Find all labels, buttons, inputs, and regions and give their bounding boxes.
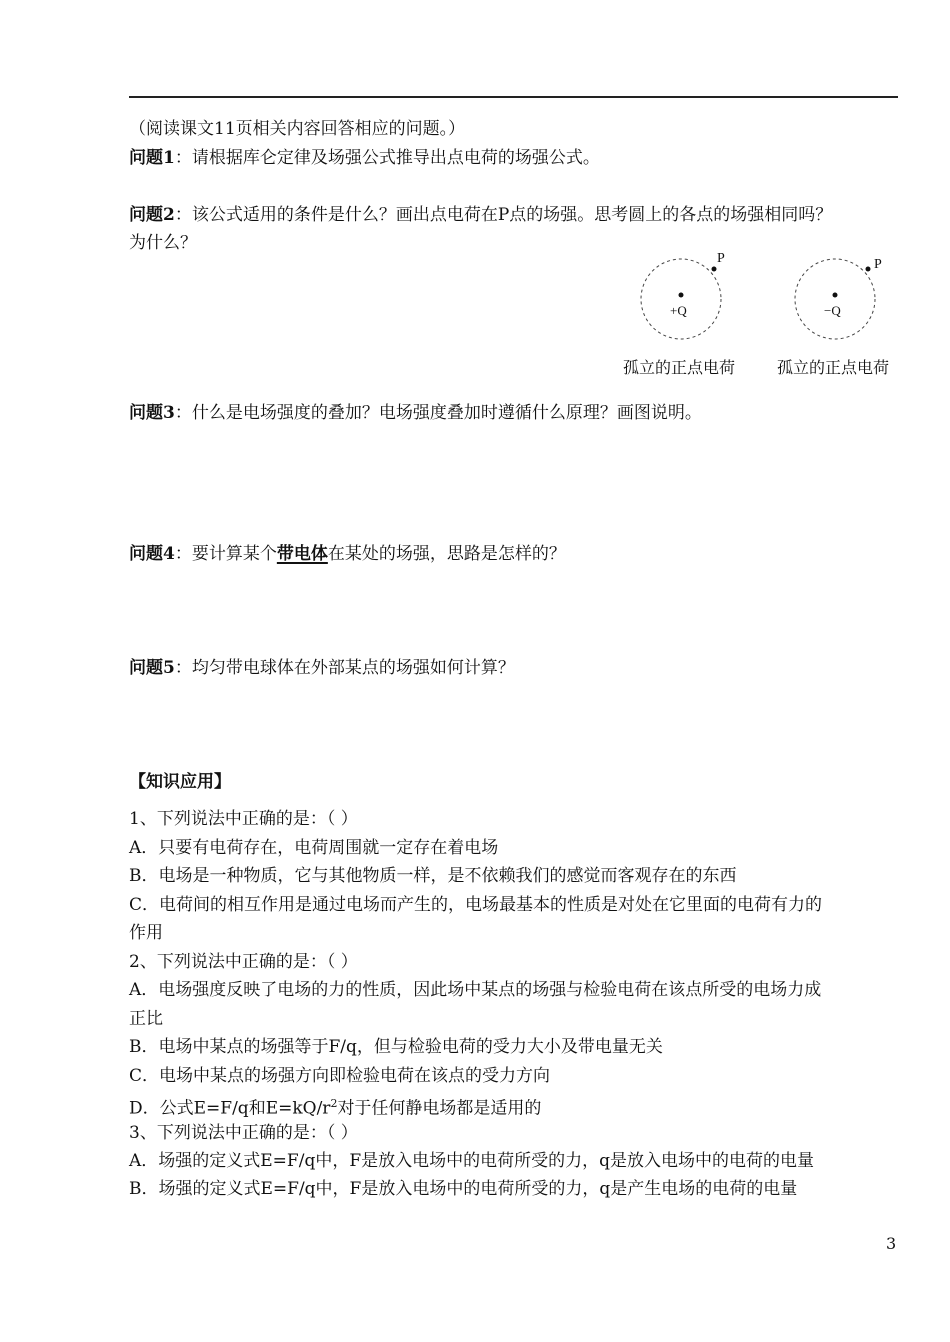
exercise-2-option-d (129, 1093, 541, 1120)
question-4 (129, 543, 566, 565)
exercise-2-option-d-pre: D．公式E=F/q和E=kQ/r (129, 1098, 331, 1119)
header-rule (129, 96, 898, 98)
question-1 (129, 147, 600, 169)
exercise-2-option-d-post: 对于任何静电场都是适用的 (337, 1098, 542, 1119)
section-title: 【知识应用】 (129, 772, 231, 792)
exercise-2-option-c: C．电场中某点的场强方向即检验电荷在该点的受力方向 (129, 1066, 551, 1086)
point-p-dot (712, 267, 717, 272)
question-3-label: 问题3 (129, 403, 175, 423)
question-2-continuation: 为什么？ (129, 233, 197, 253)
exercise-2-option-a-continuation: 正比 (129, 1009, 163, 1029)
question-2 (129, 204, 832, 226)
charge-dot (679, 293, 684, 298)
exercise-2-stem: 2、下列说法中正确的是：（ ） (129, 952, 358, 972)
question-1-text: ：请根据库仑定律及场强公式推导出点电荷的场强公式。 (174, 148, 600, 168)
charge-label: −Q (824, 303, 841, 318)
question-3-text: ：什么是电场强度的叠加？电场强度叠加时遵循什么原理？画图说明。 (174, 403, 702, 423)
question-4-text-post: 在某处的场强，思路是怎样的？ (327, 544, 566, 564)
exercise-1-option-a: A．只要有电荷存在，电荷周围就一定存在着电场 (129, 838, 499, 858)
question-1-label: 问题1 (129, 148, 175, 168)
exercise-1-option-b: B．电场是一种物质，它与其他物质一样，是不依赖我们的感觉而客观存在的东西 (129, 866, 737, 886)
question-2-label: 问题2 (129, 205, 175, 225)
question-5 (129, 657, 515, 679)
question-5-text: ：均匀带电球体在外部某点的场强如何计算？ (174, 658, 515, 678)
point-p-label: P (717, 252, 725, 266)
question-4-emphasis: 带电体 (276, 544, 328, 564)
exercise-2-option-a: A．电场强度反映了电场的力的性质，因此场中某点的场强与检验电荷在该点所受的电场力成 (129, 980, 822, 1000)
field-circle (795, 259, 875, 339)
figure-1-caption: 孤立的正点电荷 (623, 358, 736, 377)
exercise-2-option-d-superscript: 2 (330, 1097, 338, 1110)
page-number: 3 (886, 1234, 897, 1253)
point-p-dot (866, 267, 871, 272)
figure-2-caption: 孤立的正点电荷 (777, 358, 890, 377)
question-4-label: 问题4 (129, 544, 175, 564)
charge-dot (833, 293, 838, 298)
exercise-1-option-c: C．电荷间的相互作用是通过电场而产生的，电场最基本的性质是对处在它里面的电荷有力的 (129, 895, 823, 915)
exercise-1-option-c-continuation: 作用 (129, 923, 163, 943)
exercise-2-option-b: B．电场中某点的场强等于F/q，但与检验电荷的受力大小及带电量无关 (129, 1037, 663, 1057)
question-2-text: ：该公式适用的条件是什么？画出点电荷在P点的场强。思考圆上的各点的场强相同吗？ (174, 205, 833, 225)
reading-instruction: （阅读课文11页相关内容回答相应的问题。） (129, 119, 466, 139)
point-p-label: P (874, 257, 882, 272)
positive-charge-diagram (638, 252, 728, 348)
exercise-3-stem: 3、下列说法中正确的是：（ ） (129, 1123, 358, 1143)
question-5-label: 问题5 (129, 658, 175, 678)
exercise-3-option-b: B．场强的定义式E=F/q中，F是放入电场中的电荷所受的力，q是产生电场的电荷的电量 (129, 1179, 798, 1199)
charge-label: +Q (670, 303, 687, 318)
question-3 (129, 402, 702, 424)
question-4-text-pre: ：要计算某个 (174, 544, 277, 564)
exercise-3-option-a: A．场强的定义式E=F/q中，F是放入电场中的电荷所受的力，q是放入电场中的电荷的电量 (129, 1151, 815, 1171)
field-circle (641, 259, 721, 339)
exercise-1-stem: 1、下列说法中正确的是：（ ） (129, 809, 358, 829)
negative-charge-diagram (791, 252, 891, 348)
